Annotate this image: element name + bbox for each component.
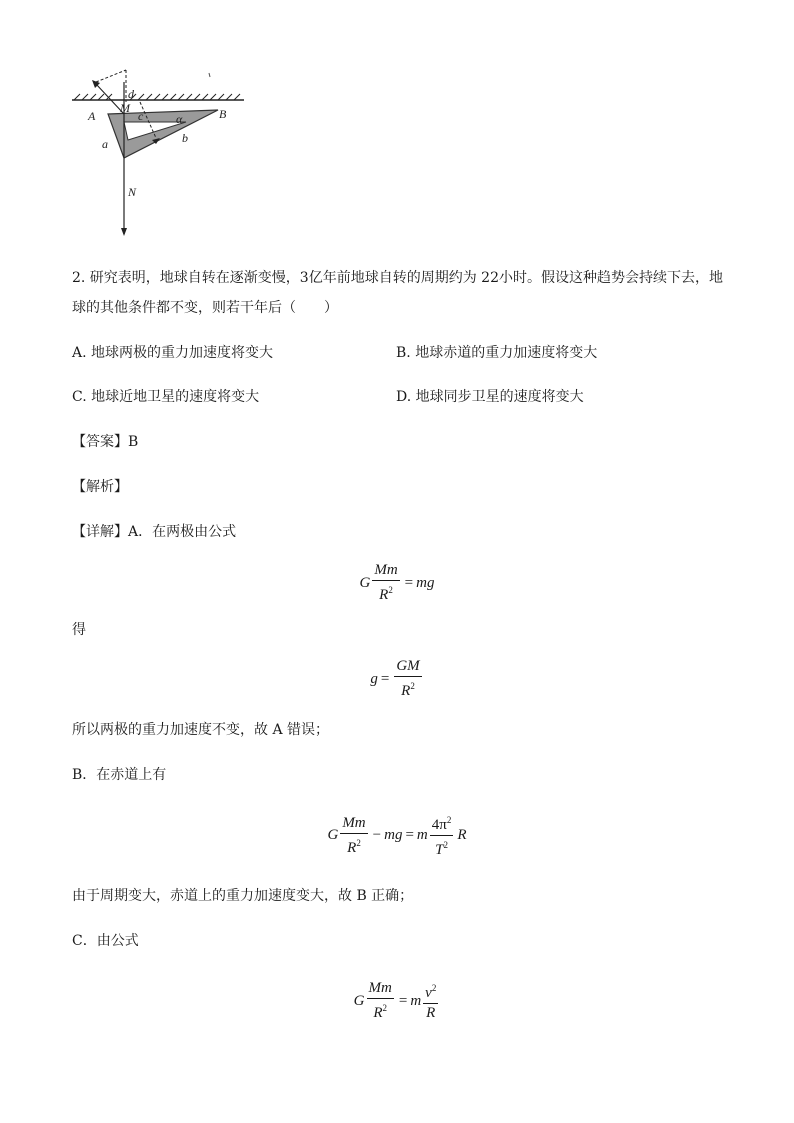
f1-den: R bbox=[379, 587, 389, 603]
f4-eq: = bbox=[398, 992, 408, 1009]
f3-fraction-1 bbox=[340, 815, 367, 857]
f2-sup: 2 bbox=[410, 681, 415, 691]
f3-m: m bbox=[416, 827, 428, 843]
label-c: c bbox=[138, 109, 144, 123]
f2-den: R bbox=[401, 683, 411, 699]
label-N: N bbox=[128, 185, 137, 199]
f3-num2: 4π bbox=[431, 817, 447, 833]
f2-num: GM bbox=[394, 658, 421, 677]
label-a: a bbox=[102, 137, 108, 151]
dashed-line-top bbox=[96, 70, 126, 82]
f1-sup: 2 bbox=[388, 585, 393, 595]
f3-sup1: 2 bbox=[356, 837, 361, 848]
f3-sup3: 2 bbox=[443, 840, 448, 850]
part-B: B．在赤道上有 bbox=[72, 767, 167, 783]
formula-1 bbox=[0, 562, 794, 604]
label-A: A bbox=[88, 109, 96, 123]
formula-4 bbox=[0, 980, 794, 1022]
f3-num1: Mm bbox=[340, 815, 367, 834]
option-C: C. 地球近地卫星的速度将变大 bbox=[72, 389, 260, 405]
f4-fraction-1 bbox=[367, 980, 394, 1022]
formula-3 bbox=[0, 812, 794, 859]
de-text: 得 bbox=[72, 622, 86, 638]
f4-den1: R bbox=[373, 1005, 383, 1021]
f3-mg: mg bbox=[384, 827, 403, 843]
f1-fraction bbox=[372, 562, 399, 604]
f1-rhs: mg bbox=[416, 574, 435, 591]
prism-diagram bbox=[68, 62, 258, 242]
label-alpha: α bbox=[176, 112, 183, 126]
f4-G: G bbox=[353, 992, 365, 1009]
option-A: A. 地球两极的重力加速度将变大 bbox=[72, 345, 274, 361]
question-line-2: 球的其他条件都不变，则若干年后（ ） bbox=[72, 300, 338, 316]
f3-G: G bbox=[327, 827, 339, 843]
f1-G: G bbox=[359, 574, 371, 591]
f4-m: m bbox=[410, 992, 422, 1009]
part-C: C．由公式 bbox=[72, 933, 139, 949]
f3-R: R bbox=[457, 827, 467, 843]
f3-den2: T bbox=[435, 842, 444, 858]
analysis-heading: 【解析】 bbox=[72, 479, 128, 495]
formula-2 bbox=[0, 658, 794, 700]
label-B: B bbox=[219, 107, 227, 121]
f4-num2: v bbox=[425, 985, 432, 1001]
question-line-1: 2. 研究表明，地球自转在逐渐变慢，3亿年前地球自转的周期约为 22小时。假设这种趋势会持续下去，地 bbox=[72, 270, 723, 286]
label-M: M bbox=[120, 101, 130, 115]
f4-den2: R bbox=[426, 1005, 436, 1021]
f4-num1: Mm bbox=[367, 980, 394, 999]
f3-fraction-2 bbox=[430, 812, 454, 859]
answer: 【答案】B bbox=[72, 434, 139, 450]
f2-fraction bbox=[394, 658, 421, 700]
f2-eq: = bbox=[380, 670, 390, 687]
option-D: D. 地球同步卫星的速度将变大 bbox=[396, 389, 584, 405]
optics-figure bbox=[68, 62, 258, 246]
mark bbox=[209, 73, 210, 77]
arrow-down-icon bbox=[121, 228, 127, 236]
label-b: b bbox=[182, 131, 188, 145]
f3-den1: R bbox=[347, 839, 357, 856]
surface-hatching bbox=[74, 94, 240, 100]
f4-sup2: 2 bbox=[431, 983, 437, 993]
f4-fraction-2 bbox=[423, 980, 438, 1022]
conclusion-B: 由于周期变大，赤道上的重力加速度变大，故 B 正确； bbox=[72, 888, 414, 904]
f2-lhs: g bbox=[370, 670, 378, 687]
f3-sup2: 2 bbox=[446, 815, 452, 825]
option-B: B. 地球赤道的重力加速度将变大 bbox=[396, 345, 598, 361]
f3-eq: = bbox=[405, 827, 414, 843]
f1-num: Mm bbox=[372, 562, 399, 581]
label-d: d bbox=[128, 87, 134, 101]
conclusion-A: 所以两极的重力加速度不变，故 A 错误； bbox=[72, 722, 330, 738]
f4-sup1: 2 bbox=[382, 1003, 388, 1013]
detail-A: 【详解】A．在两极由公式 bbox=[72, 524, 237, 540]
f3-minus: − bbox=[372, 827, 382, 843]
f1-eq: = bbox=[404, 574, 414, 591]
